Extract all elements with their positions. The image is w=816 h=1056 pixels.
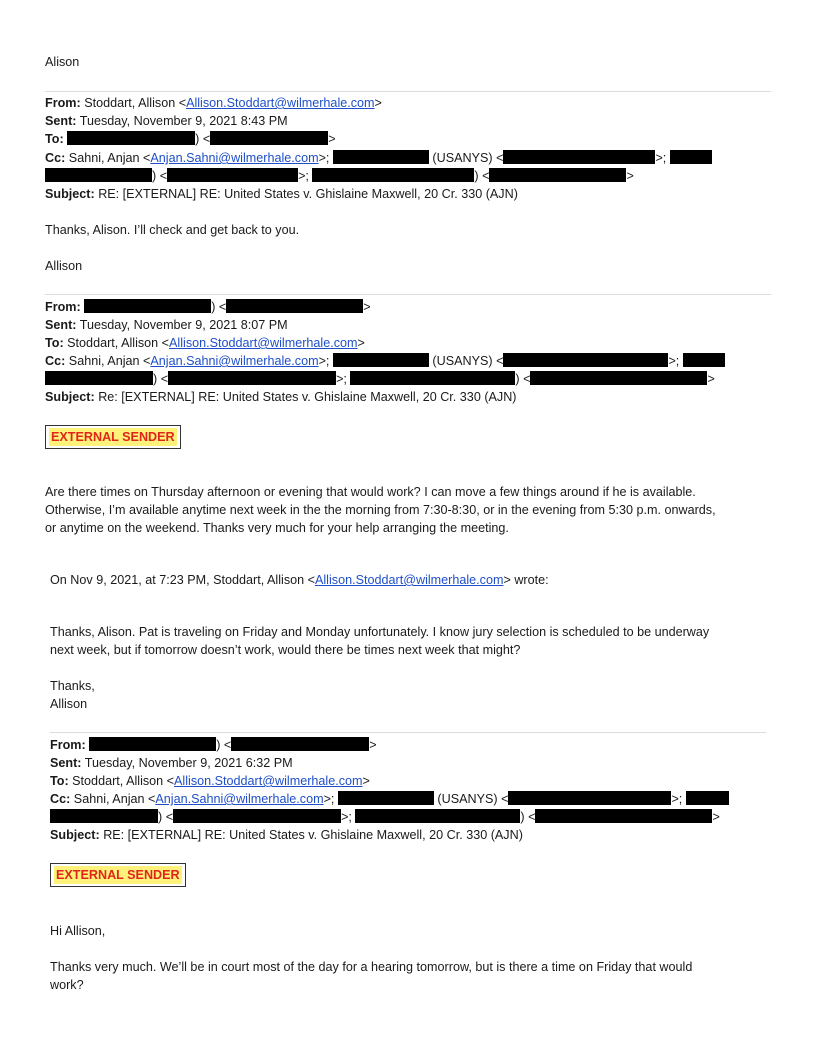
quote-header — [50, 571, 549, 589]
email2-cc-email-link[interactable]: Anjan.Sahni@wilmerhale.com — [150, 354, 319, 368]
from-label: From: — [50, 738, 86, 752]
email1-sent-date: Tuesday, November 9, 2021 8:43 PM — [79, 114, 288, 128]
email2-to-line: To: Stoddart, Allison <Allison.Stoddart@wilmerhale.com> — [45, 336, 365, 350]
sent-label: Sent: — [50, 756, 82, 770]
redaction-box — [686, 791, 729, 805]
email3-cc-line-2: ) < >; ) < > — [50, 808, 720, 826]
quote-suffix: > wrote: — [503, 573, 549, 587]
email2-subject: Re: [EXTERNAL] RE: United States v. Ghislaine Maxwell, 20 Cr. 330 (AJN) — [98, 390, 517, 404]
email2-body-line-2: Otherwise, I’m available anytime next week in the the morning from 7:30-8:30, or in the evening from 5:30 p.m. onwards, — [45, 503, 716, 517]
email1-cc-email-link[interactable]: Anjan.Sahni@wilmerhale.com — [150, 151, 319, 165]
subject-label: Subject: — [45, 187, 95, 201]
redaction-box — [333, 150, 429, 164]
email3-to-email-link[interactable]: Allison.Stoddart@wilmerhale.com — [174, 774, 363, 788]
redaction-box — [670, 150, 712, 164]
quote-body-line-2: next week, but if tomorrow doesn’t work, would there be times next week that might? — [50, 643, 521, 657]
external-sender-badge — [50, 863, 186, 887]
redaction-box — [338, 791, 434, 805]
subject-label: Subject: — [50, 828, 100, 842]
email3-sent-line — [50, 754, 293, 772]
to-label: To: — [45, 132, 64, 146]
email1-body: Thanks, Alison. I’ll check and get back to you. — [45, 223, 300, 237]
email3-cc-line: Cc: Sahni, Anjan <Anjan.Sahni@wilmerhale.com>; (USANYS) < >; — [50, 790, 729, 808]
email1-cc-line: Cc: Sahni, Anjan <Anjan.Sahni@wilmerhale.com>; (USANYS) < >; — [45, 149, 712, 167]
usanys-label: (USANYS) < — [437, 792, 509, 806]
redaction-box — [530, 371, 707, 385]
email2-sent-line — [45, 316, 288, 334]
redaction-box — [210, 131, 328, 145]
external-sender-label: EXTERNAL SENDER — [51, 430, 175, 444]
email1-cc-line-2: ) < >; ) < > — [45, 167, 634, 185]
quote-prefix: On Nov 9, 2021, at 7:23 PM, Stoddart, Allison < — [50, 573, 315, 587]
divider — [45, 294, 771, 295]
redaction-box — [489, 168, 626, 182]
email3-to-name: Stoddart, Allison < — [72, 774, 175, 788]
email2-cc-line-2: ) < >; ) < > — [45, 370, 715, 388]
email1-to-line: To: ) < > — [45, 132, 336, 146]
email1-from-line: From: Stoddart, Allison <Allison.Stoddart@wilmerhale.com> — [45, 96, 382, 110]
email1-signature: Allison — [45, 259, 83, 273]
from-label: From: — [45, 300, 81, 314]
email3-sent-date: Tuesday, November 9, 2021 6:32 PM — [84, 756, 293, 770]
sent-label: Sent: — [45, 318, 77, 332]
subject-label: Subject: — [45, 390, 95, 404]
email2-cc-name: Sahni, Anjan < — [68, 354, 151, 368]
redaction-box — [45, 371, 153, 385]
divider — [50, 732, 766, 733]
to-label: To: — [50, 774, 69, 788]
redaction-box — [173, 809, 341, 823]
email3-greeting: Hi Allison, — [50, 924, 106, 938]
redaction-box — [355, 809, 520, 823]
redaction-box — [226, 299, 363, 313]
redaction-box — [168, 371, 336, 385]
email1-from-email-link[interactable]: Allison.Stoddart@wilmerhale.com — [186, 96, 375, 110]
redaction-box — [167, 168, 298, 182]
redaction-box — [45, 168, 152, 182]
email1-subject: RE: [EXTERNAL] RE: United States v. Ghislaine Maxwell, 20 Cr. 330 (AJN) — [98, 187, 518, 201]
email3-to-line: To: Stoddart, Allison <Allison.Stoddart@wilmerhale.com> — [50, 774, 370, 788]
email1-from-name: Stoddart, Allison < — [84, 96, 187, 110]
email3-cc-email-link[interactable]: Anjan.Sahni@wilmerhale.com — [155, 792, 324, 806]
redaction-box — [350, 371, 515, 385]
signature-top: Alison — [45, 55, 80, 69]
email3-subject-line — [50, 826, 523, 844]
redaction-box — [89, 737, 216, 751]
redaction-box — [67, 131, 195, 145]
divider — [45, 91, 771, 92]
quote-closing: Thanks, — [50, 679, 95, 693]
email2-subject-line — [45, 388, 517, 406]
email2-body-line-1: Are there times on Thursday afternoon or evening that would work? I can move a few things around if he is available. — [45, 485, 696, 499]
redaction-box — [503, 150, 655, 164]
email2-cc-line: Cc: Sahni, Anjan <Anjan.Sahni@wilmerhale.com>; (USANYS) < >; — [45, 352, 725, 370]
cc-label: Cc: — [50, 792, 71, 806]
email1-cc-name: Sahni, Anjan < — [68, 151, 151, 165]
email1-subject-line — [45, 185, 518, 203]
external-sender-label: EXTERNAL SENDER — [56, 868, 180, 882]
email1-sent-line — [45, 112, 288, 130]
usanys-label: (USANYS) < — [432, 151, 504, 165]
email2-to-name: Stoddart, Allison < — [67, 336, 170, 350]
to-label: To: — [45, 336, 64, 350]
redaction-box — [312, 168, 474, 182]
email2-from-line: From: ) < > — [45, 300, 371, 314]
email3-cc-name: Sahni, Anjan < — [73, 792, 156, 806]
email3-from-line: From: ) < > — [50, 738, 377, 752]
redaction-box — [231, 737, 369, 751]
email2-body-line-3: or anytime on the weekend. Thanks very much for your help arranging the meeting. — [45, 521, 509, 535]
redaction-box — [84, 299, 211, 313]
redaction-box — [508, 791, 671, 805]
usanys-label: (USANYS) < — [432, 354, 504, 368]
email2-sent-date: Tuesday, November 9, 2021 8:07 PM — [79, 318, 288, 332]
email3-body-line-1: Thanks very much. We’ll be in court most of the day for a hearing tomorrow, but is there a time on Friday that would — [50, 960, 693, 974]
redaction-box — [683, 353, 725, 367]
email2-to-email-link[interactable]: Allison.Stoddart@wilmerhale.com — [169, 336, 358, 350]
external-sender-badge — [45, 425, 181, 449]
quote-email-link[interactable]: Allison.Stoddart@wilmerhale.com — [314, 573, 504, 587]
email3-body-line-2: work? — [50, 978, 84, 992]
email3-subject: RE: [EXTERNAL] RE: United States v. Ghislaine Maxwell, 20 Cr. 330 (AJN) — [103, 828, 523, 842]
sent-label: Sent: — [45, 114, 77, 128]
from-label: From: — [45, 96, 81, 110]
cc-label: Cc: — [45, 151, 66, 165]
cc-label: Cc: — [45, 354, 66, 368]
redaction-box — [50, 809, 158, 823]
quote-body-line-1: Thanks, Alison. Pat is traveling on Friday and Monday unfortunately. I know jury selection is scheduled to be underway — [50, 625, 710, 639]
redaction-box — [333, 353, 429, 367]
quote-signature: Allison — [50, 697, 88, 711]
redaction-box — [535, 809, 712, 823]
redaction-box — [503, 353, 668, 367]
